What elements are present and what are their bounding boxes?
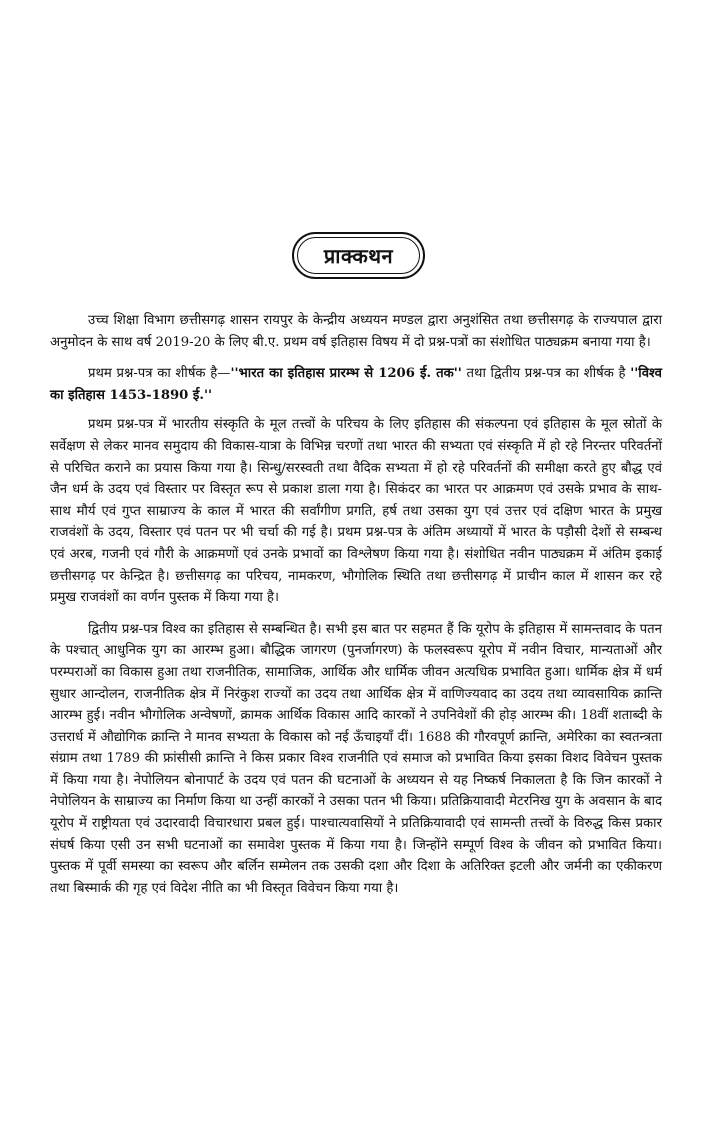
paper-1-title: ''भारत का इतिहास प्रारम्भ से 1206 ई. तक'' [230,366,462,382]
title-frame [292,232,425,279]
paper-2-title: ''विश्व का इतिहास 1453-1890 ई.'' [50,366,662,403]
page-title: प्राक्कथन [297,237,420,274]
preface-body [50,310,662,909]
paragraph-2-mid: तथा द्वितीय प्रश्न-पत्र का शीर्षक है [461,366,631,382]
title-container [0,232,717,279]
paragraph-4: द्वितीय प्रश्न-पत्र विश्व का इतिहास से सम्बन्धित है। सभी इस बात पर सहमत हैं कि यूरोप के इतिहास में सामन्तवाद के पतन के पश्चात् आधुनिक युग का आरम्भ हुआ। बौद्धिक जागरण (पुनर्जागरण) के फलस्वरूप यूरोप में नवीन विचार, मान्यताओं और परम्पराओं का विकास हुआ तथा राजनीतिक, सामाजिक, आर्थिक और धार्मिक जीवन अत्यधिक प्रभावित हुआ। धार्मिक क्षेत्र में धर्म सुधार आन्दोलन, राजनीतिक क्षेत्र में निरंकुश राज्यों का उदय तथा आर्थिक क्षेत्र में वाणिज्यवाद का उदय तथा व्यावसायिक क्रान्ति आरम्भ हुई। नवीन भौगोलिक अन्वेषणों, क्रामक आर्थिक विकास आदि कारकों ने उपनिवेशों की होड़ आरम्भ की। 18वीं शताब्दी के उत्तरार्ध में औद्योगिक क्रान्ति ने मानव सभ्यता के विकास को नई ऊँचाइयाँ दीं। 1688 की गौरवपूर्ण क्रान्ति, अमेरिका का स्वतन्त्रता संग्राम तथा 1789 की फ्रांसीसी क्रान्ति ने किस प्रकार विश्व राजनीति एवं समाज को प्रभावित किया इसका विशद विवेचन पुस्तक में किया गया है। नेपोलियन बोनापार्ट के उदय एवं पतन की घटनाओं के अध्ययन से यह निष्कर्ष निकालता है कि जिन कारकों ने नेपोलियन के साम्राज्य का निर्माण किया था उन्हीं कारकों ने उसका पतन भी किया। प्रतिक्रियावादी मेटरनिख युग के अवसान के बाद यूरोप में राष्ट्रीयता एवं उदारवादी विचारधारा प्रबल हुई। पाश्चात्यवासियों ने प्रतिक्रियावादी एवं सामन्ती तत्त्वों के विरुद्ध किस प्रकार संघर्ष किया एसी उन सभी घटनाओं का समावेश पुस्तक में किया गया है। जिन्होंने सम्पूर्ण विश्व के जीवन को प्रभावित किया। पुस्तक में पूर्वी समस्या का स्वरूप और बर्लिन सम्मेलन तक उसकी दशा और दिशा के अतिरिक्त इटली और जर्मनी का एकीकरण तथा बिस्मार्क की गृह एवं विदेश नीति का भी विस्तृत विवेचन किया गया है। [50,621,662,896]
paragraph-1: उच्च शिक्षा विभाग छत्तीसगढ़ शासन रायपुर के केन्द्रीय अध्ययन मण्डल द्वारा अनुशंसित तथा छत्तीसगढ़ के राज्यपाल द्वारा अनुमोदन के साथ वर्ष 2019-20 के लिए बी.ए. प्रथम वर्ष इतिहास विषय में दो प्रश्न-पत्रों का संशोधित पाठ्यक्रम बनाया गया है। [50,313,662,350]
paragraph-3: प्रथम प्रश्न-पत्र में भारतीय संस्कृति के मूल तत्त्वों के परिचय के लिए इतिहास की संकल्पना एवं इतिहास के मूल स्रोतों के सर्वेक्षण से लेकर मानव समुदाय की विकास-यात्रा के विभिन्न चरणों तथा भारत की सभ्यता एवं संस्कृति में हो रहे निरन्तर परिवर्तनों से परिचित कराने का प्रयास किया गया है। सिन्धु/सरस्वती तथा वैदिक सभ्यता में हो रहे परिवर्तनों की समीक्षा करते हुए बौद्ध एवं जैन धर्म के उदय एवं विस्तार पर विस्तृत रूप से प्रकाश डाला गया है। सिकंदर का भारत पर आक्रमण एवं उसके प्रभाव के साथ-साथ मौर्य एवं गुप्त साम्राज्य के काल में भारत की सर्वांगीण प्रगति, हर्ष तथा उसका युग एवं उत्तर एवं दक्षिण भारत के प्रमुख राजवंशों के उदय, विस्तार एवं पतन पर भी चर्चा की गई है। प्रथम प्रश्न-पत्र के अंतिम अध्यायों में भारत के पड़ौसी देशों से सम्बन्ध एवं अरब, गजनी एवं गौरी के आक्रमणों एवं उनके प्रभावों का विश्लेषण किया गया है। संशोधित नवीन पाठ्यक्रम में अंतिम इकाई छत्तीसगढ़ पर केन्द्रित है। छत्तीसगढ़ का परिचय, नामकरण, भौगोलिक स्थिति तथा छत्तीसगढ़ में प्राचीन काल में शासन कर रहे प्रमुख राजवंशों का वर्णन पुस्तक में किया गया है। [50,417,662,606]
paragraph-2-lead: प्रथम प्रश्न-पत्र का शीर्षक है— [88,366,231,382]
paragraph-2 [50,363,662,406]
